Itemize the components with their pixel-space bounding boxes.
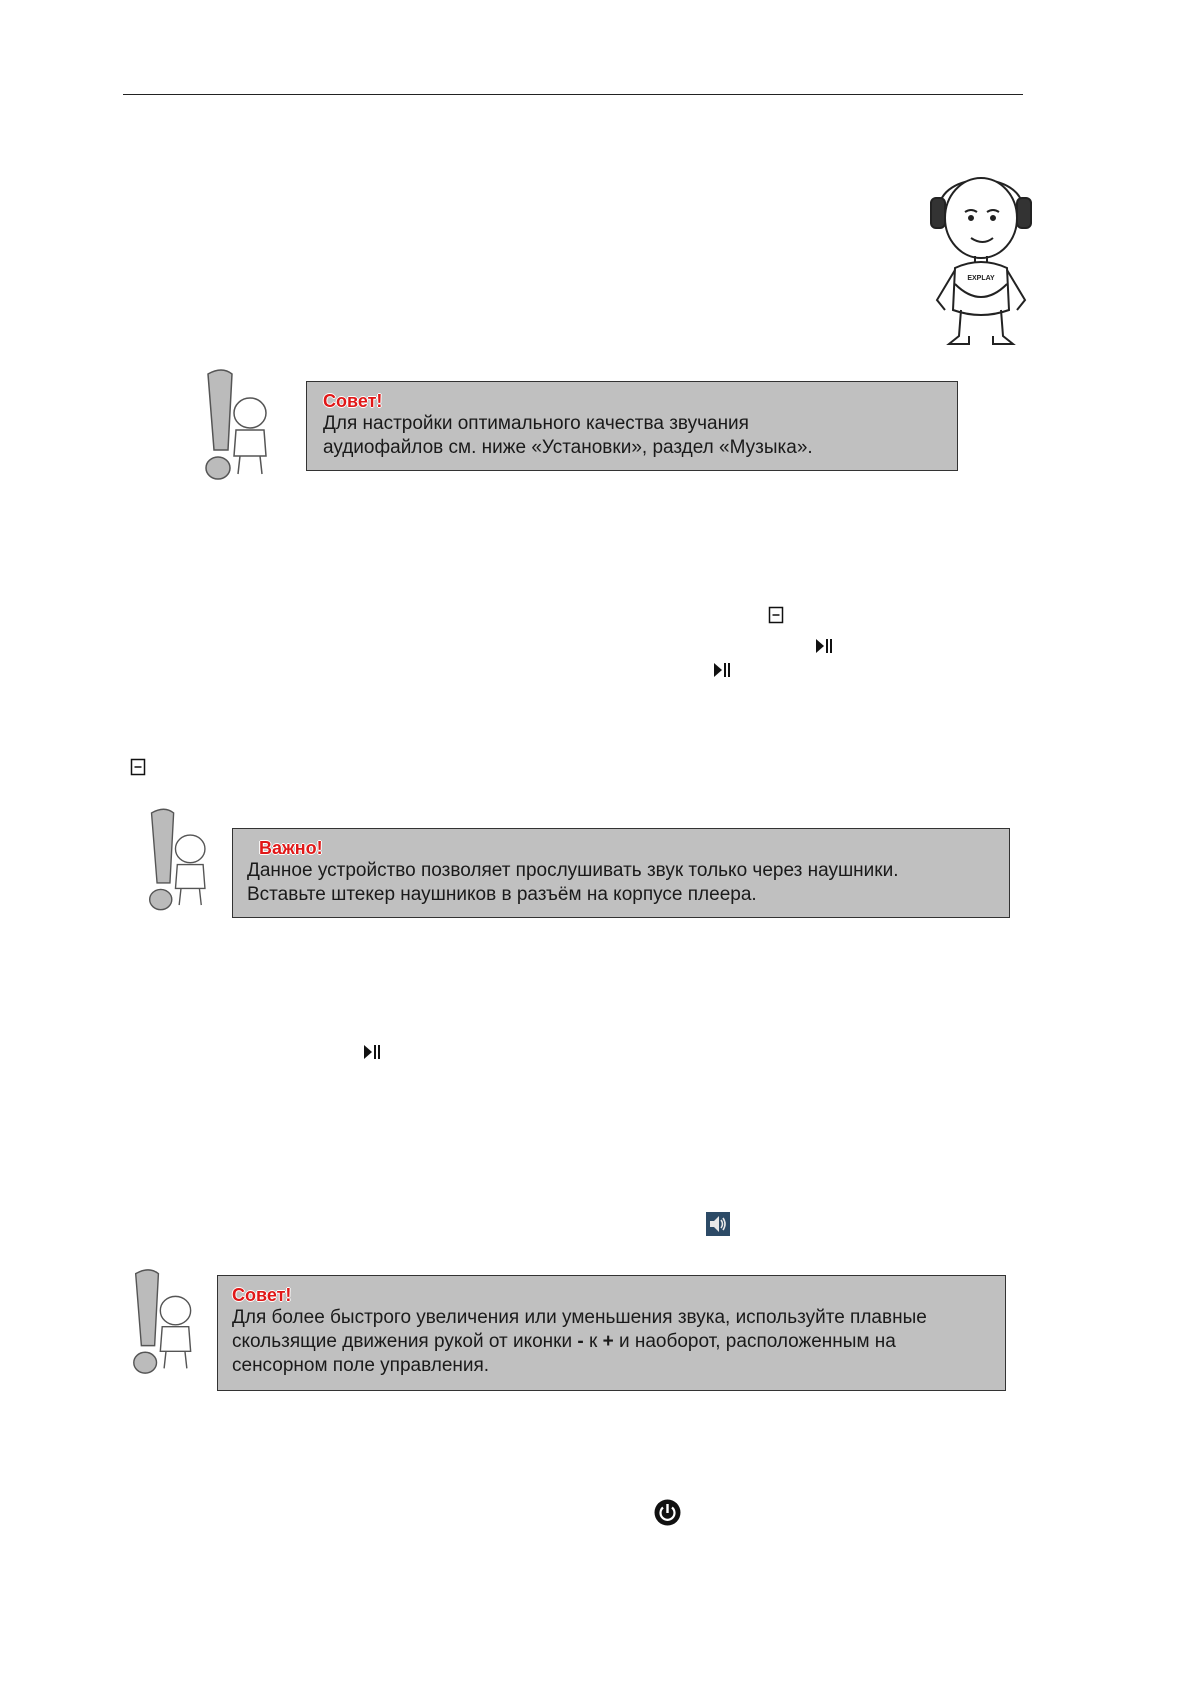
exclamation-mascot-icon — [146, 806, 216, 912]
note-line: Вставьте штекер наушников в разъём на корпусе плеера. — [247, 884, 757, 905]
note-line: Для настройки оптимального качества звучания — [323, 413, 749, 434]
note-text: и наоборот, расположенным на — [613, 1331, 896, 1352]
important-note — [232, 828, 1010, 918]
note-text: к — [583, 1331, 603, 1352]
note-text: скользящие движения рукой от иконки — [232, 1331, 578, 1352]
menu-icon — [130, 758, 146, 776]
note-line: Данное устройство позволяет прослушивать звук только через наушники. — [247, 860, 899, 881]
play-pause-icon — [363, 1043, 381, 1061]
note-title: Совет! — [323, 391, 383, 411]
play-pause-icon — [815, 637, 833, 655]
exclamation-mascot-icon — [202, 368, 278, 480]
play-pause-icon — [713, 661, 731, 679]
note-title: Совет! — [232, 1285, 292, 1305]
note-line — [232, 1330, 1005, 1354]
menu-icon — [768, 606, 784, 624]
power-icon — [654, 1499, 681, 1526]
exclamation-mascot-icon — [130, 1266, 202, 1376]
header-rule — [123, 94, 1023, 95]
note-line: Для более быстрого увеличения или уменьшения звука, используйте плавные — [232, 1307, 927, 1328]
plus-label: + — [602, 1331, 614, 1352]
tip-note-1 — [306, 381, 958, 471]
speaker-icon — [706, 1212, 730, 1236]
note-title: Важно! — [259, 838, 323, 858]
minus-label: - — [577, 1331, 584, 1352]
note-line: сенсорном поле управления. — [232, 1355, 490, 1376]
mascot-brand: EXPLAY — [967, 275, 995, 282]
tip-note-2 — [217, 1275, 1006, 1391]
headphones-robot-mascot — [925, 160, 1037, 350]
note-line: аудиофайлов см. ниже «Установки», раздел «Музыка». — [323, 437, 813, 458]
